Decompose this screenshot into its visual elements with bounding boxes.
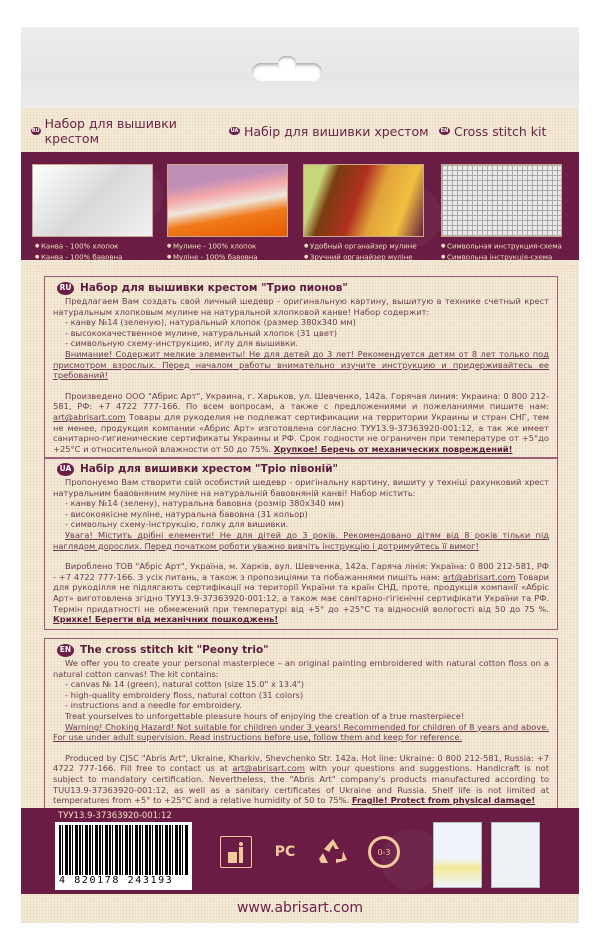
description-en: EN The cross stitch kit "Peony trio" We offer you to create your personal masterpiece – an original painting embroidered with natural cotton floss on a natural cotton canvas! The kit contains: - canvas № 14 (green), natural cotton (size 15.0" x 13.4") - high-quality embroidery floss, natural cotton (31 colors) - instructions and a needle for embroidery. Treat yourselves to unforgettable pleasure hours of enjoying the creation of a true masterpiece! Warning! Choking Hazard! Not suitable for children under 3 years! Recommended for children of 8 years and above. For use under adult supervision. Read instructions before use, follow them and keep for reference. Produced by CJSC "Abris Art", Ukraine, Kharkiv, Shevchenko Str. 142a. Hot line: Ukraine: 0 800 212-581, Russia: +7 4722 777-166. Fill free to contact us at art@abrisart.com with your questions and suggestions. Handicraft is not subject to mandatory certification. Nevertheless, the "Abris Art" company's products manufactured according to TUU13.9-37363920-001:12, as well as a sanitary certificates of Ukraine and Russia. Shelf life is not limited at temperatures from +5° to +25°C and a relative humidity of 50 to 75%. Fragile! Protect from physical damage! (44, 638, 558, 811)
features-band (21, 152, 579, 272)
certificate-image-2 (491, 822, 540, 888)
email-link[interactable]: art@abrisart.com (232, 763, 305, 774)
recycle-icon (317, 836, 349, 868)
barcode-number: 4 820178 243193 (59, 875, 174, 886)
email-link[interactable]: art@abrisart.com (53, 411, 126, 422)
description-ua: UA Набір для вишивки хрестом "Тріо півоній" Пропонуємо Вам створити свій особистий шедевр - оригінальну картину, вишиту у техніці рахунковий хрест натуральним бавовняним муліне на натуральній бавовняній канві! Набор містить: - канву №14 (зелену), натуральна бавовна (розмір 380x340 мм) - високоякісне муліне, натуральна бавовна (31 кольор) - символьну схему-інструкцію, голку для вишивки. Увага! Містить дрібні елементи! Не для дітей до 3 років. Рекомендовано дітям від 8 років тільки під наглядом дорослих. Перед початком роботи уважно вивчіть інструкцію і дотримуйтесь її вимог! Вироблено ТОВ "Абріс Арт", Україна, м. Харків, вул. Шевченка, 142а. Гаряча лінія: Україна: 0 800 212-581, РФ - +7 4722 777-166. З усіх питань, а також з пропозиціями та побажаннями пишіть нам: art@abrisart.com Товари для рукоділля не підлягають сертифікації на території України та країн СНД, проте, продукція компанії «Абріс Арт» виготовлена згідно ТУУ13.9-37363920-001:12, а також має санітарно-гігієнічні сертифікати України та РФ. Термін придатності не обмежений при температурі від +5° до +25°С та відносній вологості від 50 до 75 %. Крихке! Берегти від механічних пошкоджень! (44, 457, 558, 630)
title-en: EN Cross stitch kit (440, 123, 547, 139)
ua-badge: UA (57, 463, 74, 476)
en-badge: EN (57, 644, 74, 657)
pct-certification-icon: РС (274, 844, 296, 860)
en-badge: EN (440, 128, 449, 134)
ru-badge: RU (31, 128, 40, 134)
warning: Внимание! Содержит мелкие элементы! Не для детей до 3 лет! Рекомендуется детям от 8 лет только под присмотром взрослых. Перед началом работы внимательно изучите инструкцию и придерживайтесь ее требований! (53, 348, 549, 381)
feature-list-chart: ● Символьная инструкция-схема ● Символьна інструкція-схема ● Chart with instruction "How to stitch" (441, 241, 578, 273)
barcode (55, 822, 192, 890)
section-title: Набор для вышивки крестом "Трио пионов" (80, 282, 348, 295)
barcode-bars (59, 825, 188, 875)
fragile-notice: Крихке! Берегти від механічних пошкоджень! (53, 614, 279, 625)
organizer-photo (303, 164, 424, 237)
title-ru: RU Набор для вышивки крестом (31, 116, 177, 146)
age-label: 0-3 (377, 847, 391, 857)
section-title: Набір для вишивки хрестом "Тріо півоній" (80, 463, 339, 476)
description-ru: RU Набор для вышивки крестом "Трио пионов" Предлагаем Вам создать свой личный шедевр - оригинальную картину, вышитую в технике счетный крест натуральным хлопковым мулине на натуральной хлопковой канве! Набор содержит: - канву №14 (зеленую), натуральный хлопок (размер 380x340 мм) - высококачественное мулине, натуральный хлопок (31 цвет) - символьную схему-инструкцию, иглу для вышивки. Внимание! Содержит мелкие элементы! Не для детей до 3 лет! Рекомендуется детям от 8 лет только под присмотром взрослых. Перед началом работы внимательно изучите инструкцию и придерживайтесь ее требований! Произведено ООО "Абрис Арт", Украина, г. Харьков, ул. Шевченко, 142а. Горячая линия: Украина: 0 800 212-581, РФ: +7 4722 777-166. По всем вопросам, а также с предложениями и пожеланиями пишите нам: art@abrisart.com Товары для рукоделия не подлежат сертификации на территории Украины и стран СНГ, тем не менее, продукция компании «Абрис Арт» изготовлена согласно ТУУ13.9-37363920-001:12, а так же имеет санитарно-гигиенические сертификаты Украины и РФ. Срок годности не ограничен при температуре от +5°до +25°С и относительной влажности от 50 до 75%. Хрупкое! Беречь от механических повреждений! (44, 276, 558, 459)
title-ua: UA Набір для вишивки хрестом (230, 123, 429, 139)
certificate-image-1 (433, 822, 482, 888)
canvas-fabric-photo (32, 164, 153, 237)
fragile-notice: Fragile! Protect from physical damage! (351, 795, 536, 806)
footer-band (21, 808, 579, 894)
floss-photo (167, 164, 288, 237)
hang-tab (21, 27, 579, 111)
not-for-children-icon (368, 836, 400, 868)
feature-list-canvas: ● Канва - 100% хлопок ● Канва - 100% бавовна ● Cross stitch fabric - 100% cotton (35, 241, 155, 273)
hang-hole (252, 63, 322, 81)
feature-list-floss: ● Мулине - 100% хлопок ● Муліне - 100% бавовна ● Embroidery floss - 100% cotton (167, 241, 283, 273)
feature-list-organizer: ● Удобный органайзер мулине ● Зручний органайзер муліне ● Comfortable threads organizer (304, 241, 417, 273)
package-back (21, 108, 579, 923)
header-titles (31, 116, 569, 146)
website-link[interactable]: www.abrisart.com (236, 900, 364, 916)
warning: Увага! Містить дрібні елементи! Не для дітей до 3 років. Рекомендовано дітям від 8 років тільки під наглядом дорослих. Перед початком роботи уважно вивчіть інструкцію і дотримуйтесь її вимог! (53, 529, 549, 551)
standard-code: ТУУ13.9-37363920-001:12 (58, 811, 172, 821)
ru-badge: RU (57, 282, 74, 295)
ua-badge: UA (230, 128, 239, 134)
section-title: The cross stitch kit "Peony trio" (80, 644, 269, 657)
trash-bin-icon (220, 836, 252, 868)
warning: Warning! Choking Hazard! Not suitable for children under 3 years! Recommended for children of 8 years and above. For use under adult supervision. Read instructions before use, follow them and keep for reference. (53, 721, 549, 743)
fragile-notice: Хрупкое! Беречь от механических повреждений! (273, 443, 513, 454)
email-link[interactable]: art@abrisart.com (442, 571, 516, 582)
chart-photo (441, 164, 562, 237)
